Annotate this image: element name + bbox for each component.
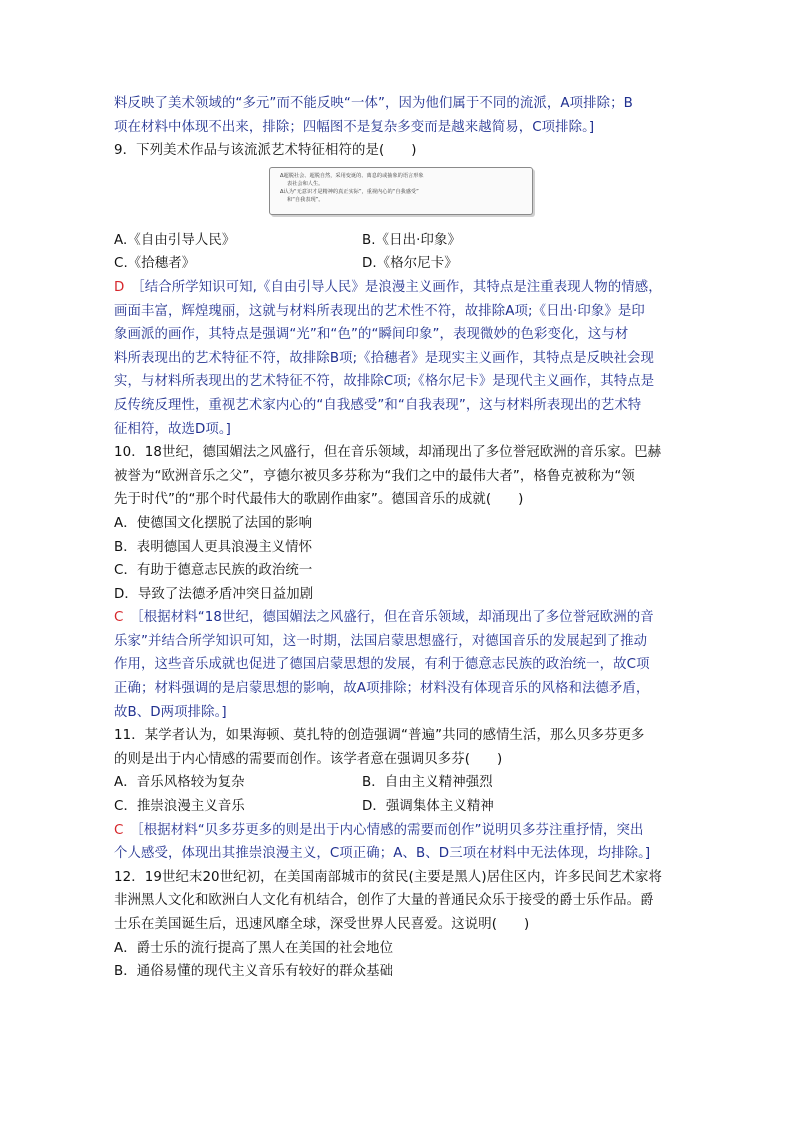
question-10-option: B．表明德国人更具浪漫主义情怀 <box>114 539 313 555</box>
question-9-options-row-1 <box>114 229 684 253</box>
question-9-answer-line: 征相符，故选D项。] <box>114 421 231 437</box>
figure-line: Δ认为“无意识才是精神的真正实际”，重视内心的“自我感受” <box>280 188 419 195</box>
answer-continuation-line-1: 料反映了美术领域的“多元”而不能反映“一体”，因为他们属于不同的流派，A项排除；B <box>114 96 633 111</box>
question-10-answer-line <box>114 606 684 630</box>
question-10-line: 被誉为“欧洲音乐之父”，亨德尔被贝多芬称为“我们之中的最伟大者”，格鲁克被称为“领 <box>114 468 635 484</box>
question-10-answer-line: 乐家”并结合所学知识可知，这一时期，法国启蒙思想盛行，对德国音乐的发展起到了推动 <box>114 633 648 649</box>
question-10-answer-line: 正确；材料强调的是启蒙思想的影响，故A项排除；材料没有体现音乐的风格和法德矛盾， <box>114 681 650 697</box>
question-10-line: 10．18世纪，德国媚法之风盛行，但在音乐领域，却涌现出了多位誉冠欧洲的音乐家。巴赫 <box>114 445 662 461</box>
question-12-line: 12．19世纪末20世纪初，在美国南部城市的贫民(主要是黑人)居住区内，许多民间艺术家将 <box>114 869 663 885</box>
option-a: A．音乐风格较为复杂 <box>114 775 245 791</box>
question-11-answer-line: 个人感受，体现出其推崇浪漫主义，C项正确；A、B、D三项在材料中无法体现，均排除。] <box>114 846 651 862</box>
question-9-answer-line: 料所表现出的艺术特征不符，故排除B项;《拾穗者》是现实主义画作，其特点是反映社会现 <box>114 350 655 366</box>
question-10-answer-line: 作用，这些音乐成就也促进了德国启蒙思想的发展，有利于德意志民族的政治统一，故C项 <box>114 657 650 673</box>
question-9-answer-line: 画面丰富，辉煌瑰丽，这就与材料所表现出的艺术性不符，故排除A项;《日出·印象》是印 <box>114 303 645 319</box>
question-12-option: A．爵士乐的流行提高了黑人在美国的社会地位 <box>114 940 394 956</box>
option-c: C.《拾穗者》 <box>114 256 196 272</box>
document-page <box>114 92 684 984</box>
figure-line: 表社会和人生。 <box>287 180 324 187</box>
question-9-stem: 9．下列美术作品与该流派艺术特征相符的是( ) <box>114 143 417 159</box>
figure-line: 和“自我表现”。 <box>287 196 324 203</box>
question-11-options-row-2 <box>114 795 684 819</box>
material-figure <box>269 167 533 215</box>
question-10-option: A．使德国文化摆脱了法国的影响 <box>114 515 313 531</box>
question-9-answer-line <box>114 276 684 300</box>
question-10-answer-line: 故B、D两项排除。] <box>114 704 227 720</box>
question-9-options-row-2 <box>114 252 684 276</box>
figure-line: Δ超脱社会、超脱自然，采用变诞的、离息的或抽象的语言形象 <box>280 172 424 179</box>
question-9-answer-line: 反传统反理性，重视艺术家内心的“自我感受”和“自我表现”，这与材料所表现出的艺术特 <box>114 397 642 413</box>
question-12-option: B．通俗易懂的现代主义音乐有较好的群众基础 <box>114 964 394 980</box>
question-11-options-row-1 <box>114 771 684 795</box>
answer-text: ［结合所学知识可知,《自由引导人民》是浪漫主义画作，其特点是注重表现人物的情感， <box>137 279 662 295</box>
option-d: D．强调集体主义精神 <box>362 799 494 815</box>
material-figure-wrap <box>114 165 684 225</box>
answer-letter: D <box>114 279 125 295</box>
question-10-line: 先于时代”的“那个时代最伟大的歌剧作曲家”。德国音乐的成就( ) <box>114 492 524 508</box>
answer-text: ［根据材料“18世纪，德国媚法之风盛行，但在音乐领域，却涌现出了多位誉冠欧洲的音 <box>136 610 654 626</box>
answer-letter: C <box>114 610 124 626</box>
question-11-answer-line <box>114 819 684 843</box>
option-a: A.《自由引导人民》 <box>114 232 236 248</box>
question-10-option: D．导致了法德矛盾冲突日益加剧 <box>114 586 314 602</box>
question-11-line: 的则是出于内心情感的需要而创作。该学者意在强调贝多芬( ) <box>114 751 503 767</box>
option-b: B.《日出·印象》 <box>362 232 461 248</box>
answer-continuation-line-2: 项在材料中体现不出来，排除；四幅图不是复杂多变而是越来越简易，C项排除。] <box>114 119 595 135</box>
option-c: C．推崇浪漫主义音乐 <box>114 799 245 815</box>
question-10-option: C．有助于德意志民族的政治统一 <box>114 563 313 579</box>
option-b: B．自由主义精神强烈 <box>362 775 493 791</box>
answer-letter: C <box>114 822 124 838</box>
question-9-answer-line: 象画派的画作，其特点是强调“光”和“色”的“瞬间印象”，表现微妙的色彩变化，这与材 <box>114 327 629 343</box>
question-12-line: 非洲黑人文化和欧洲白人文化有机结合，创作了大量的普通民众乐于接受的爵士乐作品。爵 <box>114 893 654 909</box>
question-11-line: 11．某学者认为，如果海顿、莫扎特的创造强调“普遍”共同的感情生活，那么贝多芬更多 <box>114 728 645 744</box>
option-d: D.《格尔尼卡》 <box>362 256 458 272</box>
question-9-answer-line: 实，与材料所表现出的艺术特征不符，故排除C项;《格尔尼卡》是现代主义画作，其特点是 <box>114 374 655 390</box>
question-12-line: 士乐在美国诞生后，迅速风靡全球，深受世界人民喜爱。这说明( ) <box>114 917 530 932</box>
answer-text: ［根据材料“贝多芬更多的则是出于内心情感的需要而创作”说明贝多芬注重抒情，突出 <box>136 822 644 838</box>
